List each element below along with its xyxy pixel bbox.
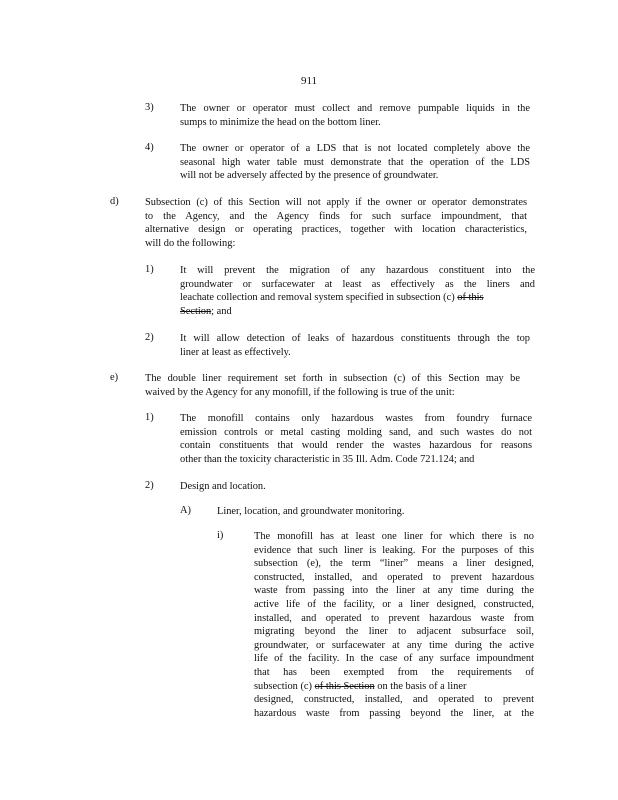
text-line: contain constituents that would render the wastes hazardous for reasons bbox=[180, 440, 532, 452]
text-line: waived by the Agency for any monofill, if the following is true of the unit: bbox=[145, 386, 455, 398]
text-line: migrating beyond the liner to adjacent subsurface soil, bbox=[254, 626, 534, 638]
text-line: seasonal high water table must demonstrate that the operation of the LDS bbox=[180, 156, 530, 168]
text-line: life of the facility. In the case of any surface impoundment bbox=[254, 653, 534, 665]
text-line: The monofill contains only hazardous wastes from foundry furnace bbox=[180, 413, 532, 424]
text-line: The owner or operator of a LDS that is not located completely above the bbox=[180, 143, 530, 154]
text-line: will do the following: bbox=[145, 237, 236, 249]
text-line: active life of the facility, or a liner designed, constructed, bbox=[254, 598, 534, 610]
text-line: The monofill has at least one liner for which there is no bbox=[254, 531, 534, 542]
item-label: A) bbox=[180, 505, 191, 516]
text-line: to the Agency, and the Agency finds for such surface impoundment, that bbox=[145, 210, 527, 222]
text-line: constructed, installed, and operated to prevent hazardous bbox=[254, 571, 534, 583]
item-text bbox=[254, 530, 534, 720]
text-line: The double liner requirement set forth in subsection (c) of this Section may be bbox=[145, 373, 520, 384]
text-line: that has been exempted from the requirements of bbox=[254, 666, 534, 678]
struck-text: of this bbox=[457, 292, 484, 304]
text-line: It will prevent the migration of any hazardous constituent into the bbox=[180, 265, 535, 276]
text-line bbox=[180, 305, 535, 319]
item-label: d) bbox=[110, 196, 119, 207]
item-label: 1) bbox=[145, 264, 154, 275]
item-label: 2) bbox=[145, 480, 154, 491]
text-line bbox=[180, 291, 535, 305]
item-text bbox=[145, 372, 520, 399]
text-line: groundwater or surfacewater at least as effectively as the liners and bbox=[180, 278, 535, 290]
page-number: 911 bbox=[300, 75, 318, 87]
text-line: It will allow detection of leaks of hazardous constituents through the top bbox=[180, 333, 530, 344]
text-run: leachate collection and removal system specified in subsection (c) bbox=[180, 292, 455, 304]
text-line bbox=[254, 680, 534, 694]
text-line: Liner, location, and groundwater monitoring. bbox=[217, 506, 405, 517]
text-run: on the basis of a liner bbox=[377, 680, 467, 692]
text-line: sumps to minimize the head on the bottom liner. bbox=[180, 116, 381, 128]
text-line: alternative design or operating practices, together with location characteristics, bbox=[145, 224, 527, 236]
text-line: designed, constructed, installed, and operated to prevent bbox=[254, 694, 534, 706]
text-run: ; and bbox=[211, 305, 232, 317]
text-line: The owner or operator must collect and remove pumpable liquids in the bbox=[180, 103, 530, 114]
struck-text: of this Section bbox=[314, 680, 375, 692]
item-label: e) bbox=[110, 372, 119, 383]
item-text bbox=[180, 102, 530, 129]
item-text bbox=[180, 412, 532, 466]
item-text bbox=[145, 196, 527, 250]
text-line: liner at least as effectively. bbox=[180, 346, 291, 358]
text-line: will not be adversely affected by the presence of groundwater. bbox=[180, 170, 439, 182]
text-line: Design and location. bbox=[180, 481, 266, 492]
item-label: 2) bbox=[145, 332, 154, 343]
text-line: emission controls or metal casting molding sand, and such wastes do not bbox=[180, 426, 532, 438]
item-text bbox=[180, 480, 480, 494]
text-line: hazardous waste from passing beyond the liner, at the bbox=[254, 707, 534, 719]
item-text bbox=[180, 142, 530, 183]
text-line: evidence that such liner is leaking. For the purposes of this bbox=[254, 544, 534, 556]
item-text bbox=[180, 264, 535, 318]
item-label: 4) bbox=[145, 142, 154, 153]
text-line: other than the toxicity characteristic in 35 Ill. Adm. Code 721.124; and bbox=[180, 453, 475, 465]
text-run: subsection (c) bbox=[254, 680, 312, 692]
struck-text: Section bbox=[180, 305, 212, 317]
item-text bbox=[217, 505, 517, 519]
item-label: 1) bbox=[145, 412, 154, 423]
item-label: 3) bbox=[145, 102, 154, 113]
item-text bbox=[180, 332, 530, 359]
text-line: groundwater, or surfacewater at any time during the active bbox=[254, 639, 534, 651]
text-line: installed, and operated to prevent hazardous waste from bbox=[254, 612, 534, 624]
text-line: waste from passing into the liner at any time during the bbox=[254, 585, 534, 597]
text-line: subsection (e), the term “liner” means a liner designed, bbox=[254, 558, 534, 570]
item-label: i) bbox=[217, 530, 224, 541]
text-line: Subsection (c) of this Section will not apply if the owner or operator demonstrates bbox=[145, 197, 527, 208]
